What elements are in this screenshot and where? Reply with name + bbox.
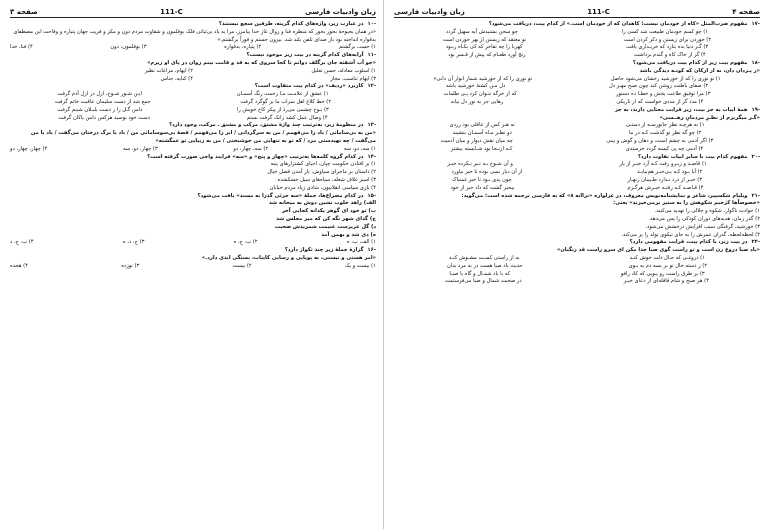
- quoted-passage: «امر هستی و نیستی، به پویایی و رسایی کاینات، بستگی ابدی دارد.»: [201, 254, 376, 261]
- question-number: -۱۷: [751, 21, 760, 27]
- verse-hemistich: ۴) هر صبح و شام قافله‌ای از دعای خیـر: [623, 278, 709, 285]
- poem-verse: [394, 130, 760, 138]
- exam-page-right: [388, 0, 766, 529]
- question-text: گزارهٔ جملهٔ زیر چند تکواژ دارد؟: [284, 247, 364, 254]
- answer-options-row: [10, 68, 376, 76]
- answer-option: ۲) پتیاره، بدقواره: [224, 44, 262, 51]
- verse-hemistich: دامن گـل را ز دست بلبـلان شبنم گرفت: [57, 106, 143, 113]
- verse-hemistich: ۳) بر طرق راست رو پـویی که کاد رافو: [620, 270, 705, 277]
- verse-hemistich: ۴) قـاصـد کـه رفتـه خبـرش هرگـزم: [627, 184, 704, 191]
- answer-option: ۳) خورشید، گرفتگی سبب افزایش درخشش می‌شود.: [645, 223, 760, 230]
- answer-option: ۱) حسنـ، برگشتم: [338, 44, 376, 51]
- poem-verse: [394, 161, 760, 169]
- verse-hemistich: رنج آورد طعـام که پیش از قـسر بود: [448, 52, 526, 59]
- verse-hemistich: ۲) ز دسته خال تو بر بسه دم به بـوی: [628, 262, 708, 269]
- answer-option: ۱) اسلوب معادله، حسن تعلیل: [311, 67, 376, 74]
- answer-option: ۳) ج، د، ه: [122, 239, 145, 246]
- question-stem: [10, 122, 376, 130]
- verse-hemistich: چو سخن بشنیدش آیه سهیل گردد: [445, 28, 518, 35]
- answer-option: «در همان بحبوحهٔ بخور بخور که منظره فنا و زوال غاز خدا بیامرز، مرا به یاد بی‌ثباتی فلک بوقلمون و شقاوت مردم دون و مکر و فریب جهان پتیاره و وقاحت این مصطفای بدقواره انداخته بود باز صدای تلفن بلند شد. بیرون جستم و فوراً برگشتم.»: [13, 28, 376, 43]
- poem-verse: [10, 107, 376, 115]
- quoted-passage: «جو آب آشفته جان برگلف دوانم تا کجا سروی که به قد و قامت بینم روان در پای او زیرم»: [147, 59, 376, 66]
- poem-verse: [10, 91, 376, 99]
- question-text: در بیت زیر، با کدام بیت، قرابت مفهومی دارد؟: [629, 239, 748, 246]
- question-number: -۱۴: [367, 153, 376, 160]
- poem-verse: [394, 91, 760, 99]
- question-number: -۱۸: [751, 59, 760, 66]
- question-number: -۱۲: [367, 83, 376, 90]
- verse-hemistich: ایـن شـور شـوخ، ازل در ازل آدم گرفت: [57, 91, 142, 98]
- page-divider: [383, 0, 384, 529]
- verse-hemistich: در صحبت شمال و صبا می‌فرستمت: [445, 278, 522, 285]
- question-number: -۲۱: [751, 192, 760, 199]
- verse-hemistich: ۳) گـر دنیا بده بنازد که خریـداری یافت: [626, 44, 709, 51]
- question-number: -۱۵: [367, 192, 376, 199]
- poem-verse: [394, 146, 760, 154]
- answer-option: ۴) کنایه، جناس: [160, 75, 193, 82]
- verse-hemistich: دست خود بوسید هرکس دامن یاکان گرفت: [58, 114, 150, 121]
- page-header: [10, 4, 376, 18]
- answer-option: ۳) چهار، دو، سه: [123, 145, 158, 152]
- quoted-passage: ب) تو خود ای گوهر یکدانه کجایی آخر: [281, 208, 376, 215]
- question-text: کاربرد «ردیف» در کدام بیت متفاوت است؟: [254, 83, 364, 90]
- question-stem: [10, 52, 376, 60]
- answer-option: ۱) سه، دو، سه: [343, 145, 376, 152]
- question-number: -۲۲: [751, 239, 760, 246]
- question-number: -۱۰: [367, 21, 376, 27]
- question-text: همهٔ ابیات به جز بیت، زیر قرابت معنایی دارند، به جز: [614, 106, 748, 113]
- verse-hemistich: ۲) صفای باطنت روشن کند چون صبح مهـر دل: [608, 83, 709, 90]
- quoted-passage: «ز پـزدان دان، نه از ارکان که کوتـه دیدگی باشد: [639, 67, 760, 74]
- question-stem: [10, 193, 376, 201]
- page-header: [394, 4, 760, 18]
- exam-page-left: [4, 0, 382, 529]
- question-text: مفهوم ضرب‌المثل «کاه از خودمان نیست؛ کاهدان که از خودمان است.» از کدام بیت، دریافت می‌شود؟: [488, 21, 748, 27]
- verse-hemistich: ۲) آیا بـود کـه بـی‌خبـر هم‌بیایـد: [637, 169, 703, 176]
- poem-verse: [394, 52, 760, 60]
- answer-option: ۱) الف، ب، ه: [346, 239, 376, 246]
- verse-hemistich: ۱) نه هرچـه نظر جانورسـه از دستـی: [625, 122, 705, 129]
- question-stem: [10, 247, 376, 255]
- answer-option: ۴) بازی سیاسی انقلابیون، شادی زیاد مردم خیابان: [269, 184, 376, 191]
- poem-verse: [394, 29, 760, 37]
- answer-option: ۴) چهار، چهار، دو: [10, 145, 48, 152]
- subject-title: زبان وادبیات فارسی: [305, 8, 376, 16]
- question-text: در کدام مصراع‌ها، جملهٔ «سه جزئی گذرا به مسند» یافت می‌شود؟: [197, 192, 364, 199]
- question-text: ویلیام شکسپیر، شاعر و نمایشنامه‌نویس معروف، در غزلواره «تراانه ۸» که به فارسی ترجمه شده است؛ می‌گوید:: [461, 192, 748, 199]
- question-number: -۱۹: [751, 106, 760, 113]
- answer-option: ۲) بیست: [232, 262, 252, 269]
- question-number: -۱۶: [367, 247, 376, 254]
- verse-hemistich: ۴) گر از خاک کاه و گندم برداشت: [633, 52, 706, 59]
- question-stem: [394, 239, 760, 247]
- verse-hemistich: رهایی جز به نور دل نیابد: [450, 98, 504, 105]
- poem-verse: [394, 99, 760, 107]
- verse-hemistich: ۲) خط کلاغ اهل سراب ما بر گوگرد گرفت: [240, 98, 332, 105]
- answer-option: ۲) گذر زمان، هدیه‌های دوران کودکی را پس می‌دهد.: [648, 215, 760, 222]
- verse-hemistich: کهربا را چه تفاخر که کی بکـاه ربـود: [445, 44, 523, 51]
- quoted-passage: ه) دی شد و بهمن آمد: [321, 231, 376, 238]
- verse-hemistich: نه هـر کس از عاقلی بود زردی: [449, 122, 515, 129]
- verse-hemistich: ۴) مدد گر از مددی خواست که از تاریکی: [616, 98, 704, 105]
- poem-verse: [394, 177, 760, 185]
- poem-verse: [394, 278, 760, 286]
- verse-hemistich: دو نظـر مـاه آسمـان بنشیند: [452, 130, 512, 137]
- questions-list: [394, 21, 760, 286]
- answer-option: ۱) بیست و یک: [344, 262, 376, 269]
- verse-hemistich: ۴) آدمی چه پی کیسه گردد خرسندی: [625, 145, 704, 152]
- page-number: صفحه ۴: [732, 8, 760, 16]
- verse-hemistich: ۲) خوردن برای زیستن و ذکر کردن است: [623, 36, 712, 43]
- verse-hemistich: ۳) مرا توفیق طاعت بخش و خطـا ده دستور: [615, 91, 711, 98]
- poem-verse: [394, 169, 760, 177]
- answer-options-row: [10, 76, 376, 84]
- answer-option: ۲) سه، چهار، دو: [233, 145, 269, 152]
- poem-verse: [394, 83, 760, 91]
- quoted-passage: الف) راهد خلوت نشین دوش به میخانه شد: [269, 200, 376, 207]
- answer-option: ۴) فنا، خدا: [10, 44, 33, 51]
- question-number: -۱۱: [367, 52, 376, 59]
- subject-title: زبان وادبیات فارسی: [394, 8, 465, 16]
- question-stem: [394, 107, 760, 115]
- answer-option: ۲) داستان بر ماجرای سیاوش، باز آمدن فصل خیال: [267, 169, 376, 176]
- verse-hemistich: که با باد شمـال و گاه با صبـا: [449, 270, 511, 277]
- question-number: -۱۳: [367, 122, 376, 129]
- quoted-passage: «من به بی‌سامانی / باد را می‌فهمم / من به سرگردانی / ابر را می‌فهمم / قصهٔ بی‌سوسامانی من / باد با برگ درختان می‌گفت / باد با من می‌گفت / چه تهیدستی مرد / که تو به تنهایی من خوشبختی / من به زیبایی تو عمگشته»: [30, 130, 376, 144]
- question-stem: [394, 60, 760, 68]
- answer-option: ۲) ایهام، مراعات نظیر: [144, 67, 193, 74]
- poem-verse: [394, 138, 760, 146]
- verse-hemistich: چون پدی بـود تا خبر غمنیاک: [451, 176, 512, 183]
- verse-hemistich: و آن شـوخ بـه تـیر نـکرده خبـر: [447, 161, 513, 168]
- questions-list: [10, 21, 376, 271]
- verse-hemistich: چه میان نقش دیوار و میان آدمیت: [440, 137, 513, 144]
- question-stem: [10, 154, 376, 162]
- poem-verse: [394, 255, 760, 263]
- quoted-passage: «خصوصاً‌ها کژخیم شکوهش را به ستیز برمی‌خیزند» یعنی:: [613, 200, 760, 207]
- answer-option: ۲) ب، ج، ه: [233, 239, 258, 246]
- poem-verse: [394, 122, 760, 130]
- verse-hemistich: بیخبر گشت که داد خبر از خود: [450, 184, 515, 191]
- question-number: -۲۰: [751, 153, 760, 160]
- question-text: در عبارت زیر، واژه‌های کدام گزینه، طرفین سجع نیستند؟: [218, 21, 364, 27]
- question-text: در منظومهٔ زیر، به‌ترتیب چند واژهٔ مشتق، مرکب و مشتق ـ مرکب، وجود دارد؟: [169, 122, 364, 129]
- verse-hemistich: کـه ازنـجا بود شـایسته بیشتر: [450, 145, 513, 152]
- verse-hemistich: ۳) خبـر از درد نـدارد طـبیبان زنهـار: [627, 176, 703, 183]
- answer-option: ۱) حوادث ناگوار، شکوه و جلالی را تهدید می‌کنند.: [654, 208, 760, 215]
- question-stem: [10, 21, 376, 29]
- question-text: مفهوم کدام بیت با سایر ابیات تفاوت دارد؟: [637, 153, 748, 160]
- quoted-passage: «گـر میگریزم از نظـرِ مردمانِ رهـ‌ـسی»: [659, 114, 760, 121]
- verse-hemistich: ۴) وصال عمل کشد زانک گرفت بستم: [246, 114, 328, 121]
- poem-verse: [394, 263, 760, 271]
- answer-option: ۳) نوزده: [121, 262, 140, 269]
- verse-hemistich: ۳) اگر آدمی به چشم است، و دهان و گوش و بینی: [606, 137, 714, 144]
- answer-option: ۴) هجده: [10, 262, 28, 269]
- poem-verse: [394, 185, 760, 193]
- verse-hemistich: ۱) دروغـی که حـال دلت خوش کنـد: [629, 254, 705, 261]
- poem-verse: [10, 99, 376, 107]
- verse-hemistich: به از راستی کسـت مشـوش کنـد: [449, 254, 520, 261]
- verse-hemistich: ۱) چو کسم خودمان طبیعت شد کسی را: [621, 28, 709, 35]
- answer-option: ۱) بر افتادن حکومت چپان، احیای کشتزارهای پنبه: [270, 161, 376, 168]
- verse-hemistich: ۲) چو گه نظر تو گذشت کـه در ما: [629, 130, 702, 137]
- verse-hemistich: ۱) قاصـد و زیـرو رفت کـه آرد خبـر از یار: [619, 161, 707, 168]
- answer-option: ۳) اسیر غلاف شعله، سپاه‌های سیل خشکشده: [277, 176, 376, 183]
- question-stem: [10, 83, 376, 91]
- verse-hemistich: ۱) تو نوری را که از خورشید رخشان می‌شود حاصل: [610, 75, 721, 82]
- answer-options-row: [10, 239, 376, 247]
- verse-hemistich: حدیث باد صبا هست در به مرد بدان: [446, 262, 523, 269]
- exam-code: 111-C: [587, 8, 610, 16]
- verse-hemistich: از آن دیار بسی بوده نا خبر نیاورد: [451, 169, 523, 176]
- quoted-passage: د) گل عزیزست غنیمت شمریدش صحبت: [274, 223, 376, 230]
- question-stem: [394, 21, 760, 29]
- verse-hemistich: ۱) عشق از علامـت مـا رحمت رنگ آسمـان: [236, 91, 329, 98]
- answer-option: ۴) ب، ج، د: [10, 239, 34, 246]
- answer-options-row: [10, 146, 376, 154]
- verse-hemistich: تو نوری را که از خورشید شمار انوار آن دانی»: [433, 75, 533, 82]
- exam-code: 111-C: [160, 8, 183, 16]
- verse-hemistich: ۳) نـوح چشمی می‌ردٔ از پیکر کاخ خویش را: [236, 106, 329, 113]
- answer-option: ۳) ایهام تناسب، مجاز: [330, 75, 376, 82]
- quoted-passage: ج) گدای شهر نگه کن که میر مجلس شد: [276, 215, 376, 222]
- answer-options-row: [10, 263, 376, 271]
- answer-option: ۴) لحظه‌لحظه‌، گذران عمرش را به جای نیکوی تولد را پر می‌کند.: [621, 231, 760, 238]
- verse-hemistich: دل مـن کشتهٔ خورشید باشد: [445, 83, 506, 90]
- quoted-passage: «باد صبا دروغ زن است و تو راست گوی صبا جدا مکن ای سرو راست قد زنگیان»: [556, 247, 760, 254]
- verse-hemistich: جمع شد از دست سلیمان عاقبت خاتم گرفت: [54, 98, 151, 105]
- page-number: صفحه ۳: [10, 8, 38, 16]
- poem-verse: [394, 271, 760, 279]
- verse-hemistich: تو معتقد که زیستن از بهر خوردن است: [442, 36, 527, 43]
- answer-option: ۳) بوقلمون، دون: [110, 44, 147, 51]
- question-text: در کدام گروه کلمه‌ها به‌ترتیب «چهار و پنج» و «سه» فرایند واجی صورت گرفته است؟: [147, 153, 364, 160]
- question-text: آرایه‌های کدام گزینه در بیت زیر موجود نیست؟: [246, 52, 364, 59]
- verse-hemistich: که از خرگه نتـوان کرد پـی ظلمات: [443, 91, 517, 98]
- question-text: مفهوم بیت زیر از کدام بیت دریافت می‌شود؟: [632, 59, 748, 66]
